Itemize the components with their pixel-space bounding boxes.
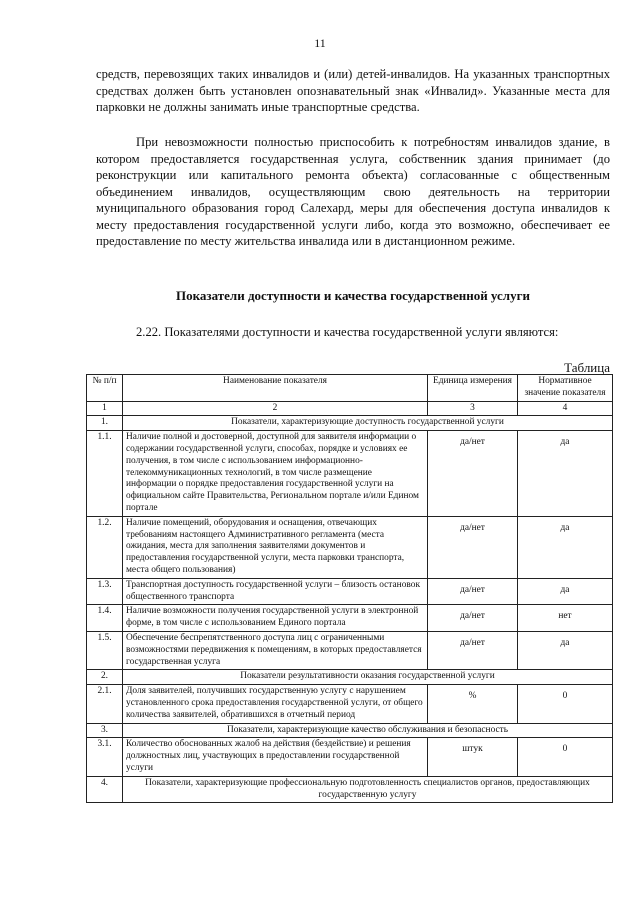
row-number: 2. bbox=[87, 670, 123, 685]
indicator-unit: да/нет bbox=[428, 431, 518, 517]
row-number: 1.4. bbox=[87, 605, 123, 632]
table-header-row bbox=[87, 375, 613, 402]
row-number: 4. bbox=[87, 776, 123, 803]
row-number: 1.5. bbox=[87, 631, 123, 669]
indicator-norm: да bbox=[518, 631, 613, 669]
indicator-name: Наличие возможности получения государственной услуги в электронной форме, в том числе с использованием Единого портала bbox=[123, 605, 428, 632]
indicator-norm: да bbox=[518, 431, 613, 517]
table-row bbox=[87, 738, 613, 776]
col-number-2: 2 bbox=[123, 401, 428, 416]
header-name: Наименование показателя bbox=[123, 375, 428, 402]
indicator-unit: да/нет bbox=[428, 605, 518, 632]
indicator-norm: 0 bbox=[518, 738, 613, 776]
row-number: 1.3. bbox=[87, 578, 123, 605]
indicator-norm: да bbox=[518, 516, 613, 578]
paragraph-indicators-intro: 2.22. Показателями доступности и качества государственной услуги являются: bbox=[136, 325, 559, 339]
indicator-unit: да/нет bbox=[428, 578, 518, 605]
table-row bbox=[87, 431, 613, 517]
header-number: № п/п bbox=[87, 375, 123, 402]
indicator-norm: да bbox=[518, 578, 613, 605]
table-row bbox=[87, 516, 613, 578]
table-section-row bbox=[87, 776, 613, 803]
table-row bbox=[87, 631, 613, 669]
section-title: Показатели, характеризующие профессиональную подготовленность специалистов органов, предоставляющих государственную услугу bbox=[123, 776, 613, 803]
indicators-table bbox=[86, 374, 613, 803]
column-number-row bbox=[87, 401, 613, 416]
col-number-4: 4 bbox=[518, 401, 613, 416]
row-number: 2.1. bbox=[87, 685, 123, 723]
header-unit: Единица измерения bbox=[428, 375, 518, 402]
table-section-row bbox=[87, 416, 613, 431]
indicator-unit: % bbox=[428, 685, 518, 723]
row-number: 1.1. bbox=[87, 431, 123, 517]
indicator-name: Наличие полной и достоверной, доступной для заявителя информации о содержании государственной услуги, способах, порядке и условиях ее получения, в том числе с использованием информационно-телекоммуникационных технологий, в том числе размещение информации о порядке предоставления государственной услуги на официальном сайте Правительства, Региональном портале и/или Едином портале bbox=[123, 431, 428, 517]
table-label: Таблица bbox=[564, 360, 610, 375]
header-norm: Нормативное значение показателя bbox=[518, 375, 613, 402]
table-row bbox=[87, 685, 613, 723]
indicator-unit: да/нет bbox=[428, 516, 518, 578]
section-title: Показатели, характеризующие качество обслуживания и безопасность bbox=[123, 723, 613, 738]
indicator-unit: да/нет bbox=[428, 631, 518, 669]
row-number: 3.1. bbox=[87, 738, 123, 776]
indicator-norm: нет bbox=[518, 605, 613, 632]
indicator-name: Обеспечение беспрепятственного доступа лиц с ограниченными возможностями передвижения к помещениям, в которых предоставляется государственная услуга bbox=[123, 631, 428, 669]
table-section-row bbox=[87, 670, 613, 685]
page-number: 11 bbox=[314, 36, 326, 50]
table-row bbox=[87, 578, 613, 605]
indicator-name: Количество обоснованных жалоб на действия (бездействие) и решения должностных лиц, участвующих в предоставлении государственной услуги bbox=[123, 738, 428, 776]
col-number-1: 1 bbox=[87, 401, 123, 416]
section-title: Показатели, характеризующие доступность государственной услуги bbox=[123, 416, 613, 431]
row-number: 1. bbox=[87, 416, 123, 431]
indicator-name: Транспортная доступность государственной услуги – близость остановок общественного транспорта bbox=[123, 578, 428, 605]
indicator-name: Доля заявителей, получивших государственную услугу с нарушением установленного срока предоставления государственной услуги, от общего количества заявителей, обратившихся в отчетный период bbox=[123, 685, 428, 723]
indicator-name: Наличие помещений, оборудования и оснащения, отвечающих требованиям настоящего Административного регламента (места ожидания, места для заполнения заявителями документов и предоставления государственной услуги, места парковки транспорта, места общего пользования) bbox=[123, 516, 428, 578]
table-section-row bbox=[87, 723, 613, 738]
paragraph-parking: средств, перевозящих таких инвалидов и (или) детей-инвалидов. На указанных транспортных средствах должен быть установлен опознавательный знак «Инвалид». Указанные места для парковки не должны занимать иные транспортные средства. bbox=[96, 67, 610, 114]
row-number: 3. bbox=[87, 723, 123, 738]
row-number: 1.2. bbox=[87, 516, 123, 578]
table-row bbox=[87, 605, 613, 632]
indicator-norm: 0 bbox=[518, 685, 613, 723]
col-number-3: 3 bbox=[428, 401, 518, 416]
section-title: Показатели результативности оказания государственной услуги bbox=[123, 670, 613, 685]
indicator-unit: штук bbox=[428, 738, 518, 776]
paragraph-building-access: При невозможности полностью приспособить к потребностям инвалидов здание, в котором предоставляется государственная услуга, собственник здания принимает (до реконструкции или капитального ремонта объекта) согласованные с общественным объединением инвалидов, осуществляющим свою деятельность на территории муниципального образования город Салехард, меры для обеспечения доступа инвалидов к месту предоставления государственной услуги либо, когда это возможно, обеспечивает ее предоставление по месту жительства инвалида или в дистанционном режиме. bbox=[96, 135, 610, 248]
section-heading: Показатели доступности и качества государственной услуги bbox=[175, 288, 530, 303]
